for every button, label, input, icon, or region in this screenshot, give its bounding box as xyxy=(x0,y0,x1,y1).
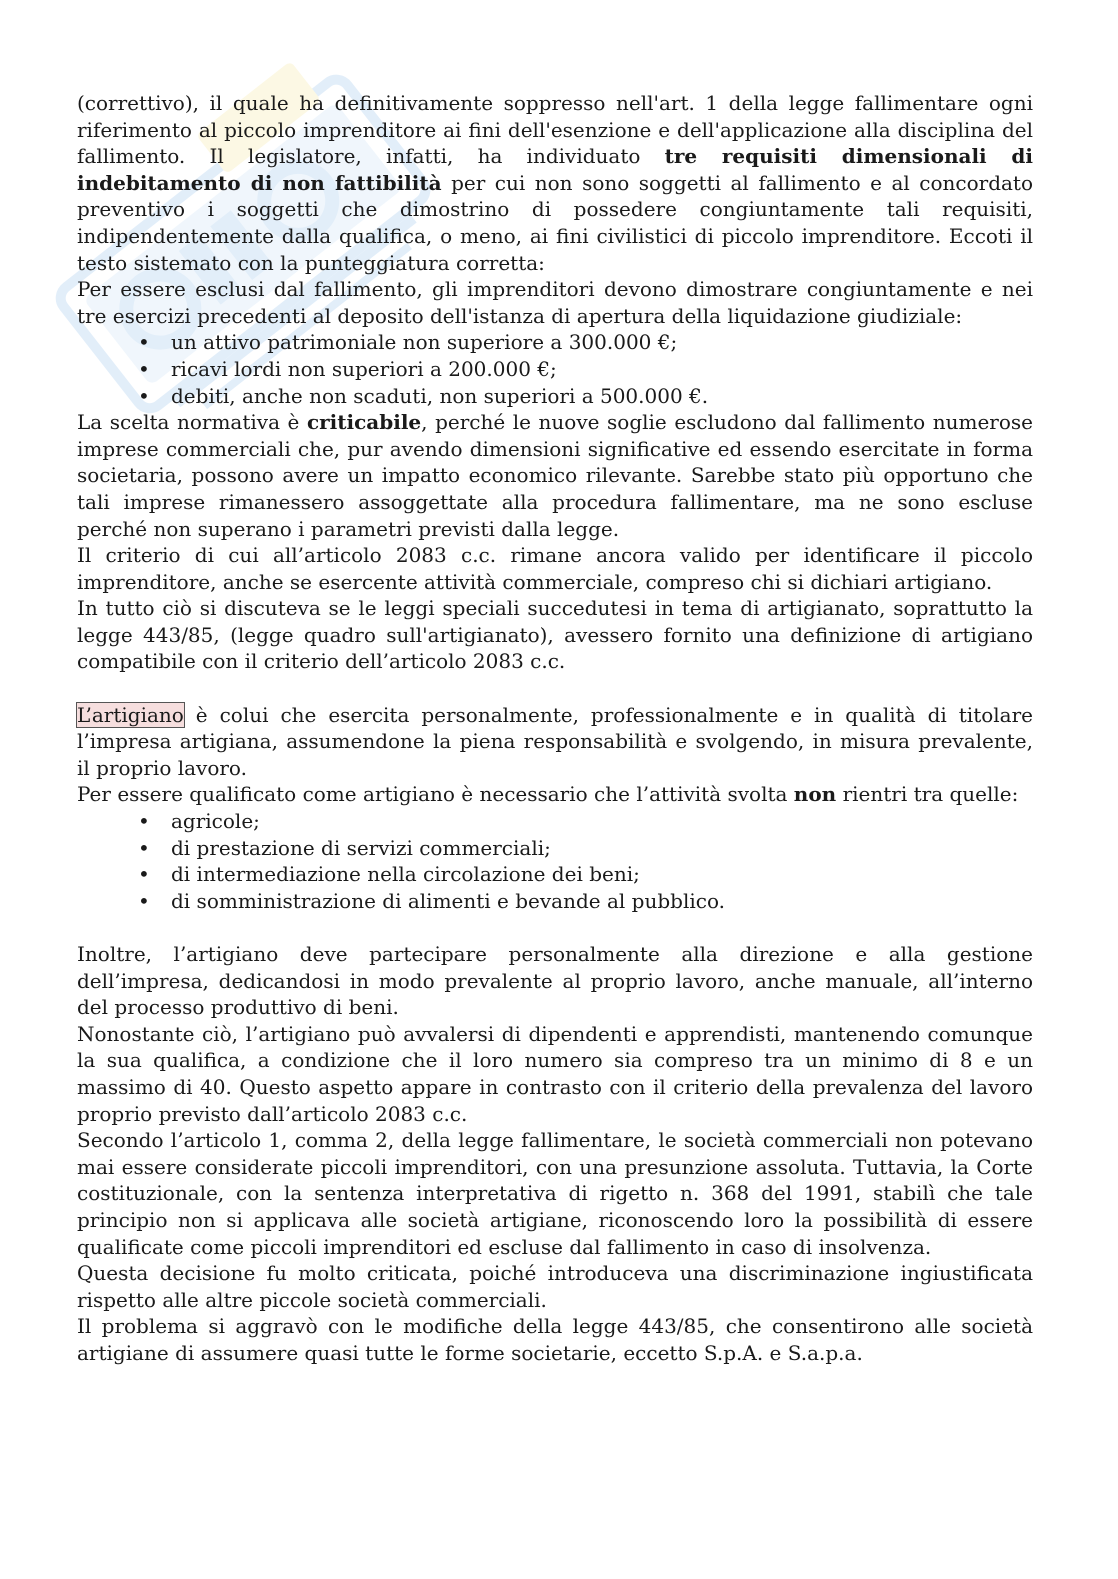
list-item: • debiti, anche non scaduti, non superiori a 500.000 €. xyxy=(171,383,1033,410)
paragraph: Per essere qualificato come artigiano è necessario che l’attività svolta non rientri tra quelle: xyxy=(77,782,1019,807)
paragraph: Inoltre, l’artigiano deve partecipare personalmente alla direzione e alla gestione dell’impresa, dedicandosi in modo prevalente al proprio lavoro, anche manuale, all’interno del processo produttivo di beni. xyxy=(77,942,1033,1020)
paragraph: Secondo l’articolo 1, comma 2, della legge fallimentare, le società commerciali non potevano mai essere considerate piccoli imprenditori, con una presunzione assoluta. Tuttavia, la Corte costituzionale, con la sentenza interpretativa di rigetto n. 368 del 1991, stabilì che tale principio non si applicava alle società artigiane, riconoscendo loro la possibilità di essere qualificate come piccoli imprenditori ed escluse dal fallimento in caso di insolvenza. xyxy=(77,1128,1033,1259)
paragraph: La scelta normativa è criticabile, perché le nuove soglie escludono dal fallimento numerose imprese commerciali che, pur avendo dimensioni significative ed essendo esercitate in forma societaria, possono avere un impatto economico rilevante. Sarebbe stato più opportuno che tali imprese rimanessero assoggettate alla procedura fallimentare, ma ne sono escluse perché non superano i parametri previsti dalla legge. xyxy=(77,410,1033,541)
bullet-list-thresholds xyxy=(77,329,1033,409)
paragraph: Per essere esclusi dal fallimento, gli imprenditori devono dimostrare congiuntamente e nei tre esercizi precedenti al deposito dell'istanza di apertura della liquidazione giudiziale: xyxy=(77,277,1033,328)
paragraph: (correttivo), il quale ha definitivamente soppresso nell'art. 1 della legge fallimentare ogni riferimento al piccolo imprenditore ai fini dell'esenzione e dell'applicazione alla disciplina del fallimento. Il legislatore, infatti, ha individuato tre requisiti dimensionali di indebitamento di non fattibilità per cui non sono soggetti al fallimento e al concordato preventivo i soggetti che dimostrino di possedere congiuntamente tali requisiti, indipendentemente dalla qualifica, o meno, ai fini civilistici di piccolo imprenditore. Eccoti il testo sistemato con la punteggiatura corretta: xyxy=(77,91,1034,275)
highlighted-term[interactable]: L’artigiano xyxy=(77,702,184,727)
paragraph: Questa decisione fu molto criticata, poiché introduceva una discriminazione ingiustificata rispetto alle altre piccole società commerciali. xyxy=(77,1261,1033,1312)
list-item: • di prestazione di servizi commerciali; xyxy=(171,835,1033,862)
bullet-list-excluded-activities xyxy=(77,808,1033,914)
document-page xyxy=(77,90,1033,1367)
paragraph: Nonostante ciò, l’artigiano può avvalersi di dipendenti e apprendisti, mantenendo comunque la sua qualifica, a condizione che il loro numero sia compreso tra un minimo di 8 e un massimo di 40. Questo aspetto appare in contrasto con il criterio della prevalenza del lavoro proprio previsto dall’articolo 2083 c.c. xyxy=(77,1021,1033,1126)
paragraph: Il problema si aggravò con le modifiche della legge 443/85, che consentirono alle società artigiane di assumere quasi tutte le forme societarie, eccetto S.p.A. e S.a.p.a. xyxy=(77,1314,1033,1365)
list-item: • di somministrazione di alimenti e bevande al pubblico. xyxy=(171,888,1033,915)
list-item: • di intermediazione nella circolazione dei beni; xyxy=(171,861,1033,888)
blank-line xyxy=(77,675,1033,702)
list-item: • ricavi lordi non superiori a 200.000 €; xyxy=(171,356,1033,383)
paragraph: Il criterio di cui all’articolo 2083 c.c. rimane ancora valido per identificare il piccolo imprenditore, anche se esercente attività commerciale, compreso chi si dichiari artigiano. xyxy=(77,543,1033,594)
paragraph: L’artigiano è colui che esercita personalmente, professionalmente e in qualità di titolare l’impresa artigiana, assumendone la piena responsabilità e svolgendo, in misura prevalente, il proprio lavoro. xyxy=(77,702,1033,780)
list-item: • agricole; xyxy=(171,808,1033,835)
paragraph: In tutto ciò si discuteva se le leggi speciali succedutesi in tema di artigianato, soprattutto la legge 443/85, (legge quadro sull'artigianato), avessero fornito una definizione di artigiano compatibile con il criterio dell’articolo 2083 c.c. xyxy=(77,596,1033,674)
blank-line xyxy=(77,914,1033,941)
list-item: • un attivo patrimoniale non superiore a 300.000 €; xyxy=(171,329,1033,356)
